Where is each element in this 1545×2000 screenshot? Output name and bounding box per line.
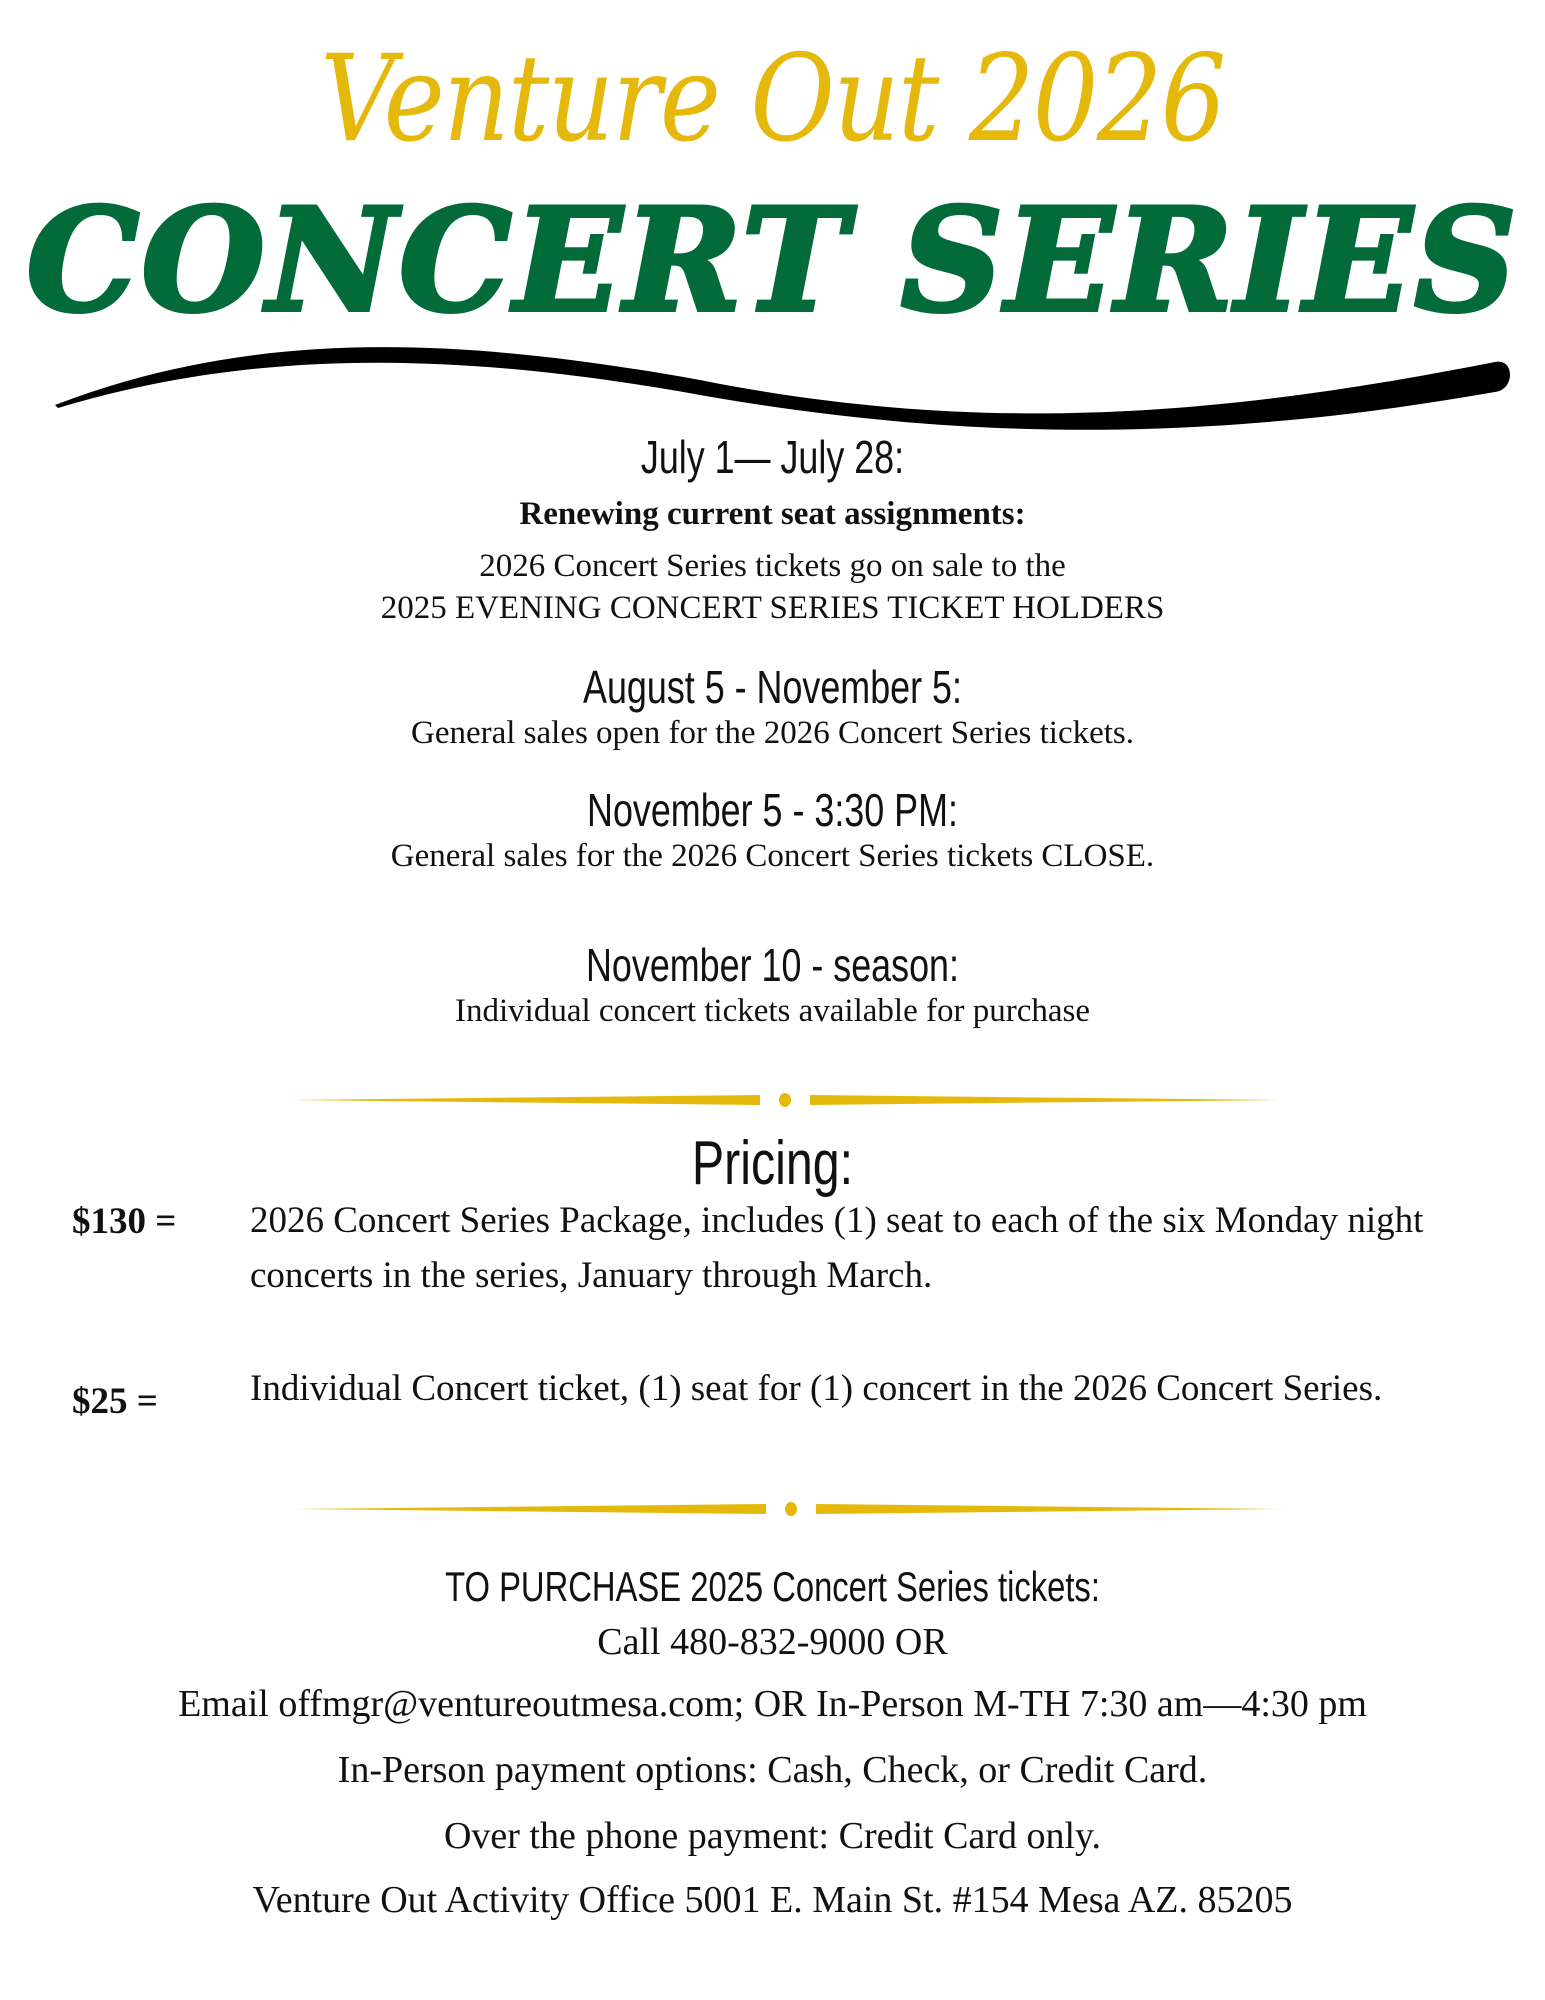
swoosh-decoration <box>0 330 1545 440</box>
script-title: Venture Out 2026 <box>320 30 1225 169</box>
price-description: 2026 Concert Series Package, includes (1) seat to each of the six Monday night concerts in the series, January through March. <box>250 1200 1424 1296</box>
schedule-line: 2025 EVENING CONCERT SERIES TICKET HOLDERS <box>380 590 1165 626</box>
schedule-heading-4: November 10 - season: <box>586 939 959 991</box>
schedule-line: General sales for the 2026 Concert Series tickets CLOSE. <box>390 838 1155 874</box>
purchase-line: Over the phone payment: Credit Card only. <box>443 1815 1102 1857</box>
purchase-line: Venture Out Activity Office 5001 E. Main St. #154 Mesa AZ. 85205 <box>252 1879 1293 1921</box>
schedule-subheading-1: Renewing current seat assignments: <box>519 496 1026 532</box>
schedule-line: 2026 Concert Series tickets go on sale to the <box>479 548 1066 584</box>
price-label: $130 = <box>72 1201 177 1242</box>
price-description: Individual Concert ticket, (1) seat for (1) concert in the 2026 Concert Series. <box>250 1368 1383 1409</box>
schedule-line: Individual concert tickets available for purchase <box>455 993 1090 1029</box>
gold-divider <box>290 1093 1280 1107</box>
main-title: CONCERT SERIES <box>26 178 1519 344</box>
purchase-line: Call 480-832-9000 OR <box>597 1621 948 1663</box>
purchase-line: Email offmgr@ventureoutmesa.com; OR In-Person M-TH 7:30 am—4:30 pm <box>178 1683 1367 1725</box>
pricing-heading: Pricing: <box>691 1129 854 1198</box>
price-label: $25 = <box>72 1381 158 1422</box>
schedule-line: General sales open for the 2026 Concert Series tickets. <box>410 715 1135 751</box>
schedule-heading-2: August 5 - November 5: <box>583 661 962 713</box>
schedule-heading-1: July 1— July 28: <box>640 431 905 483</box>
gold-divider <box>296 1502 1286 1516</box>
schedule-heading-3: November 5 - 3:30 PM: <box>587 784 958 836</box>
purchase-heading: TO PURCHASE 2025 Concert Series tickets: <box>445 1563 1100 1610</box>
purchase-line: In-Person payment options: Cash, Check, or Credit Card. <box>337 1749 1208 1791</box>
